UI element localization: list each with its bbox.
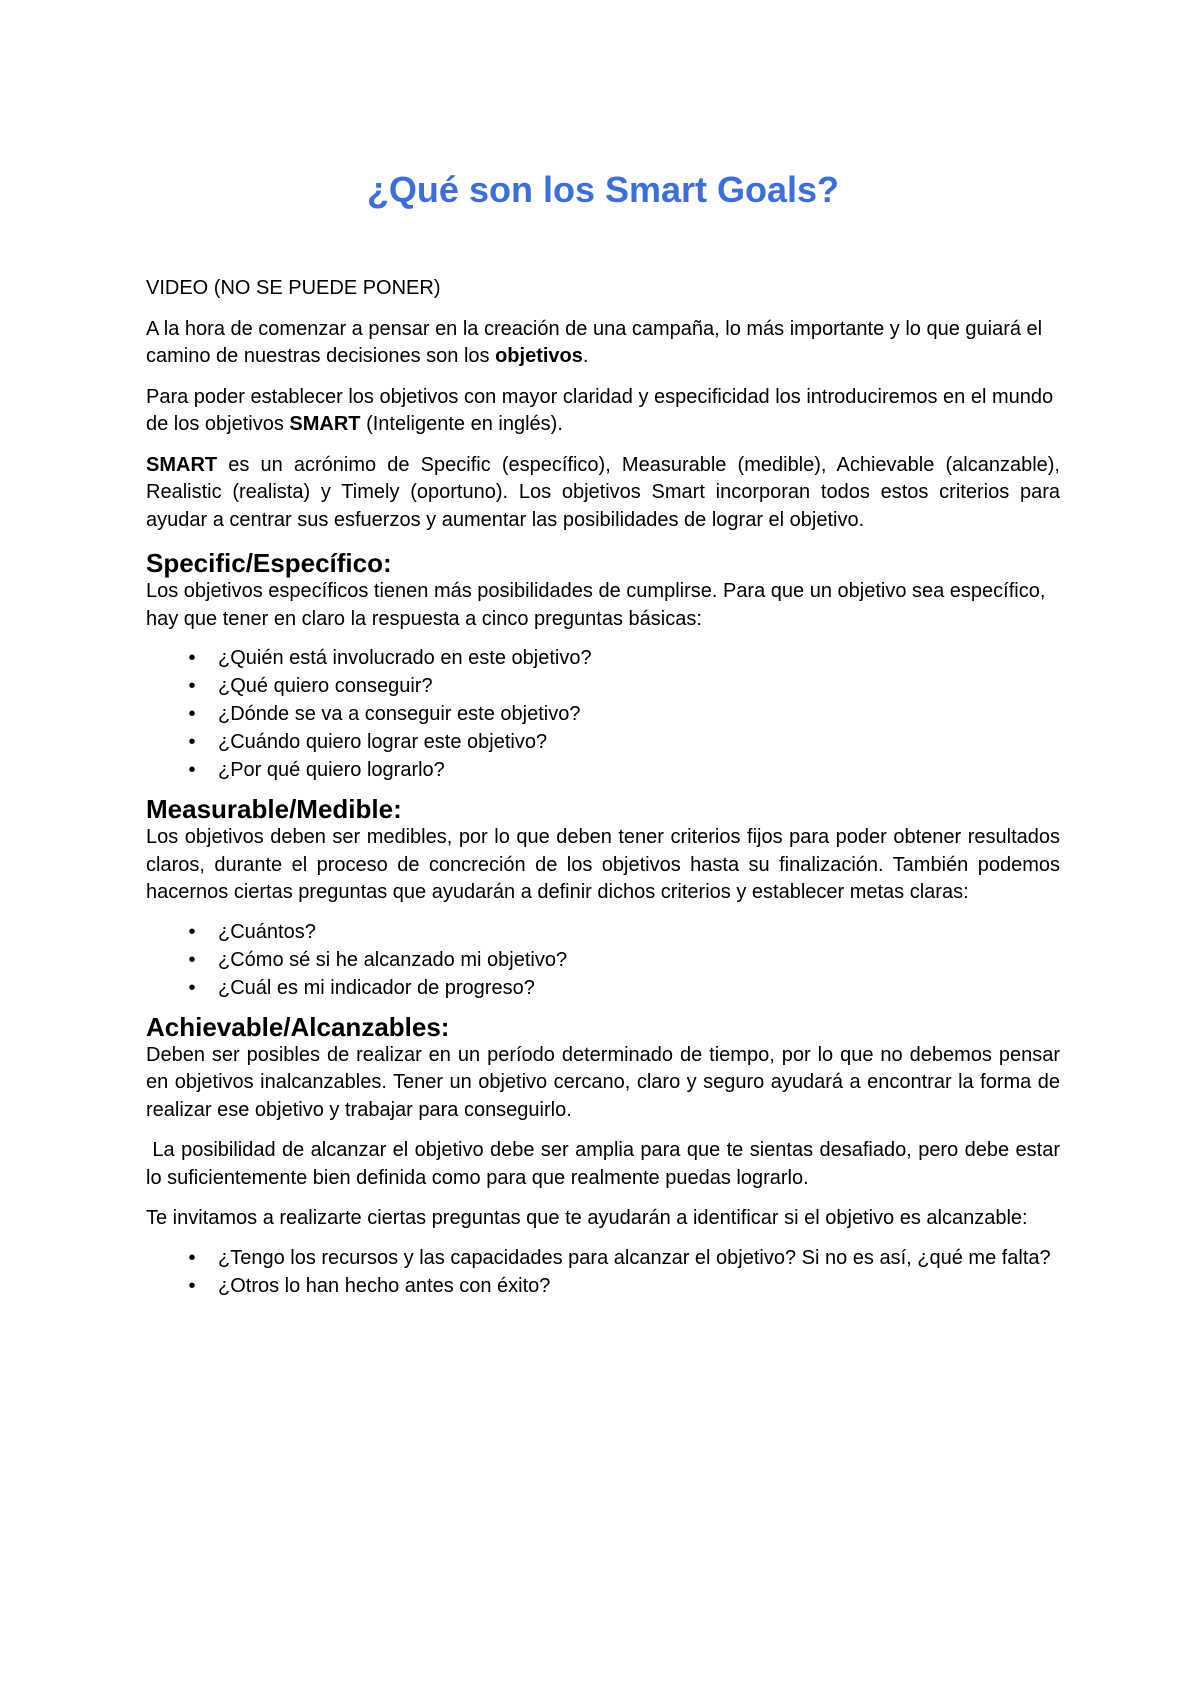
list-item-text: ¿Dónde se va a conseguir este objetivo? — [218, 703, 581, 725]
specific-heading: Specific/Específico: — [146, 548, 392, 578]
bullet-icon: • — [188, 759, 196, 781]
achievable-list — [146, 1244, 1060, 1300]
achievable-paragraph-2: La posibilidad de alcanzar el objetivo debe ser amplia para que te sientas desafiado, pero debe estar lo suficientemente bien definida como para que realmente puedas lograrlo. — [146, 1139, 1066, 1189]
measurable-list — [146, 918, 1060, 1002]
list-item-text: ¿Otros lo han hecho antes con éxito? — [218, 1274, 551, 1297]
acronym-bold: SMART — [146, 453, 218, 476]
list-item-text: ¿Cuántos? — [218, 920, 316, 943]
page-title: ¿Qué son los Smart Goals? — [366, 169, 840, 210]
list-item — [146, 946, 1060, 974]
bullet-icon: • — [188, 647, 196, 669]
achievable-paragraph-1: Deben ser posibles de realizar en un período determinado de tiempo, por lo que no debemos pensar en objetivos inalcanzables. Tener un objetivo cercano, claro y seguro ayudará a encontrar la forma de realizar ese objetivo y trabajar para conseguirlo. — [146, 1043, 1060, 1121]
acronym-text: es un acrónimo de Specific (específico), Measurable (medible), Achievable (alcanzable), Realistic (realista) y Timely (oportuno). Los objetivos Smart incorporan todos estos criterios para ayudar a centrar sus esfuerzos y aumentar las posibilidades de lograr el objetivo. — [146, 453, 1060, 531]
bullet-icon: • — [188, 976, 196, 999]
bullet-icon: • — [188, 948, 196, 971]
bullet-icon: • — [188, 1274, 196, 1297]
specific-paragraph: Los objetivos específicos tienen más posibilidades de cumplirse. Para que un objetivo sea específico, hay que tener en claro la respuesta a cinco preguntas básicas: — [146, 580, 1046, 630]
intro-bold: objetivos — [495, 345, 583, 367]
list-item — [146, 644, 1060, 672]
bullet-icon: • — [188, 920, 196, 943]
acronym-paragraph — [146, 452, 1060, 535]
list-item — [146, 728, 1060, 756]
smart-intro-end: (Inteligente en inglés). — [360, 413, 563, 435]
list-item-text: ¿Tengo los recursos y las capacidades para alcanzar el objetivo? Si no es así, ¿qué me falta? — [218, 1246, 1051, 1269]
list-item-text: ¿Por qué quiero lograrlo? — [218, 759, 445, 781]
bullet-icon: • — [188, 731, 196, 753]
intro-text: A la hora de comenzar a pensar en la creación de una campaña, lo más importante y lo que guiará el camino de nuestras decisiones son los — [146, 317, 1043, 367]
list-item-text: ¿Quién está involucrado en este objetivo? — [218, 647, 592, 669]
document-body — [146, 275, 1066, 1300]
measurable-heading: Measurable/Medible: — [146, 794, 402, 824]
smart-intro-paragraph — [146, 384, 1060, 439]
intro-end: . — [582, 345, 589, 367]
list-item-text: ¿Cómo sé si he alcanzado mi objetivo? — [218, 948, 568, 971]
list-item-text: ¿Qué quiero conseguir? — [218, 675, 433, 697]
list-item — [146, 756, 1060, 784]
list-item — [146, 974, 1060, 1002]
specific-list — [146, 644, 1060, 784]
bullet-icon: • — [188, 703, 196, 725]
list-item — [146, 1272, 1060, 1300]
video-note: VIDEO (NO SE PUEDE PONER) — [146, 277, 441, 299]
list-item — [146, 918, 1060, 946]
achievable-paragraph-3: Te invitamos a realizarte ciertas preguntas que te ayudarán a identificar si el objetivo es alcanzable: — [146, 1207, 1028, 1229]
bullet-icon: • — [188, 1246, 196, 1269]
list-item — [146, 1244, 1060, 1272]
list-item-text: ¿Cuál es mi indicador de progreso? — [218, 976, 535, 999]
intro-paragraph — [146, 316, 1060, 371]
smart-intro-bold: SMART — [289, 413, 361, 435]
achievable-heading: Achievable/Alcanzables: — [146, 1011, 450, 1042]
bullet-icon: • — [188, 675, 196, 697]
list-item — [146, 672, 1060, 700]
list-item — [146, 700, 1060, 728]
list-item-text: ¿Cuándo quiero lograr este objetivo? — [218, 731, 548, 753]
measurable-paragraph: Los objetivos deben ser medibles, por lo que deben tener criterios fijos para poder obtener resultados claros, durante el proceso de concreción de los objetivos hasta su finalización. También podemos hacernos ciertas preguntas que ayudarán a definir dichos criterios y establecer metas claras: — [146, 826, 1060, 903]
smart-intro-text: Para poder establecer los objetivos con mayor claridad y especificidad los introduciremos en el mundo de los objetivos — [146, 385, 1054, 435]
